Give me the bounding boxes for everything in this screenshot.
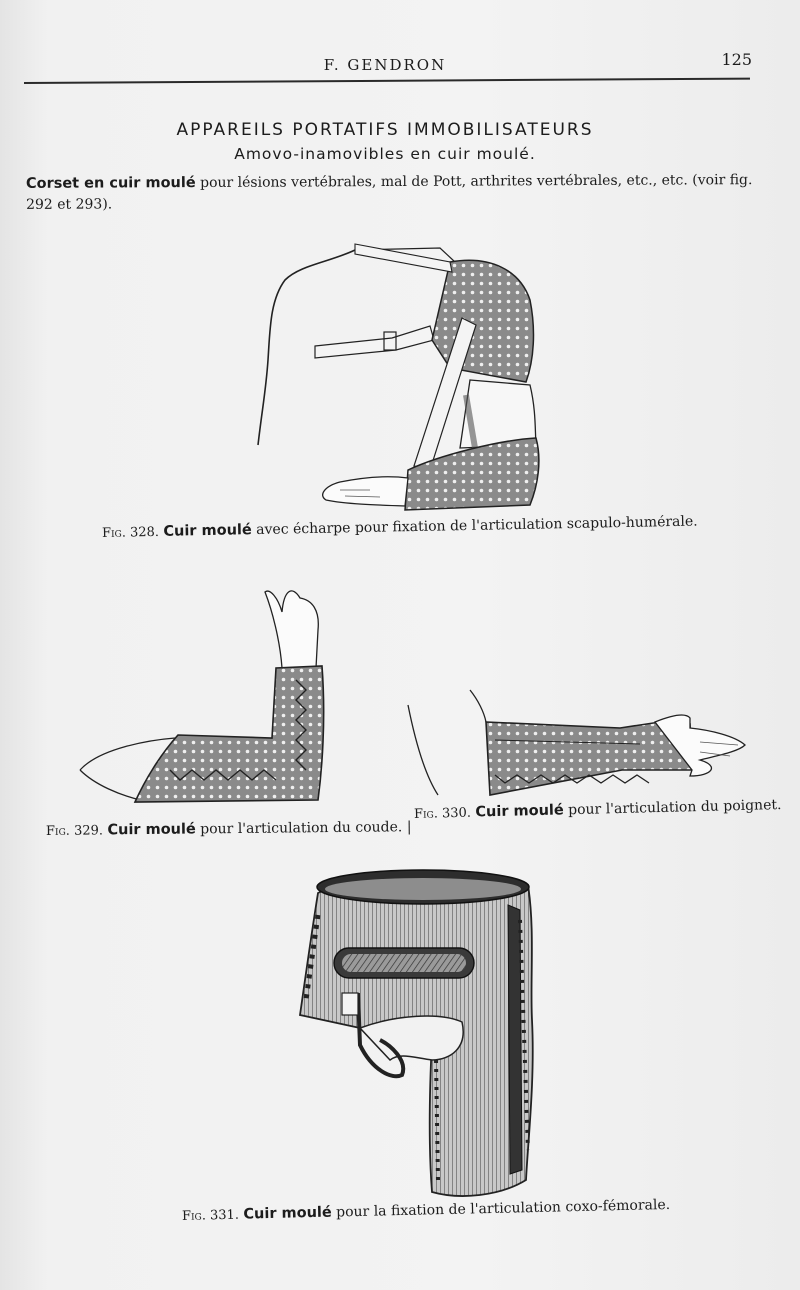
figure-328-text: avec écharpe pour fixation de l'articulation scapulo-humérale. — [251, 513, 698, 539]
figure-329-label: Fig. 329. — [45, 823, 104, 839]
figure-331-text: pour la fixation de l'articulation coxo-fémorale. — [331, 1196, 671, 1221]
figure-330-text: pour l'articulation du poignet. — [563, 797, 782, 819]
intro-bold: Corset en cuir moulé — [25, 175, 196, 192]
section-title: APPAREILS PORTATIFS IMMOBILISATEURS — [176, 120, 594, 140]
intro-text: pour lésions vertébrales, mal de Pott, arthrites vertébrales, etc., etc. (voir fig. 292 et 293). — [26, 172, 753, 213]
running-header-author: F. GENDRON — [323, 56, 447, 74]
figure-330-bold: Cuir moulé — [475, 802, 564, 821]
figure-330-label: Fig. 330. — [413, 805, 472, 822]
figure-328-label: Fig. 328. — [101, 524, 160, 541]
figure-329-text: pour l'articulation du coude. | — [195, 819, 412, 838]
figure-331-label: Fig. 331. — [181, 1207, 240, 1224]
figure-331-bold: Cuir moulé — [243, 1204, 332, 1223]
figure-329-bold: Cuir moulé — [107, 821, 196, 839]
section-subtitle: Amovo-inamovibles en cuir moulé. — [234, 145, 536, 163]
page-number: 125 — [721, 50, 752, 69]
figure-328-bold: Cuir moulé — [163, 522, 252, 540]
